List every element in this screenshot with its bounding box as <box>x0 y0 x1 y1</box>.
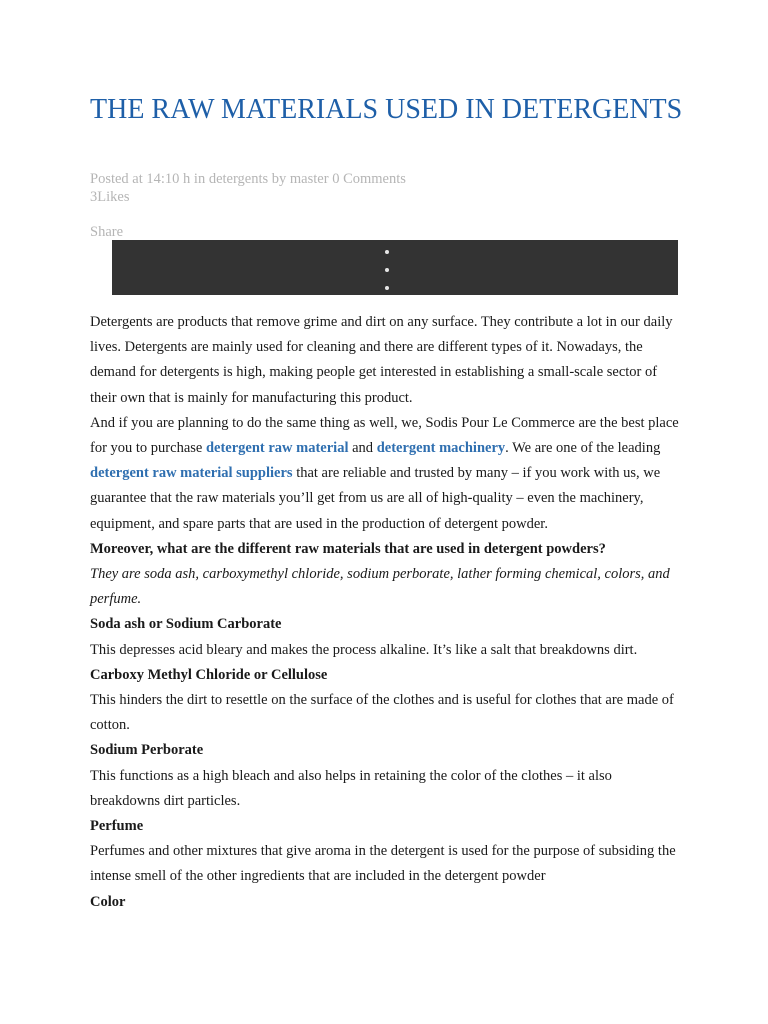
supplier-text-c: . We are one of the leading <box>505 440 661 457</box>
article-title: THE RAW MATERIALS USED IN DETERGENTS <box>90 94 683 125</box>
author-link[interactable]: master <box>289 171 329 187</box>
by-text: by <box>268 171 290 187</box>
in-text: in <box>190 171 209 187</box>
comments-link[interactable]: 0 Comments <box>332 171 406 187</box>
heading-color: Color <box>90 893 126 910</box>
question-heading: Moreover, what are the different raw materials that are used in detergent powders? <box>90 540 606 557</box>
category-link[interactable]: detergents <box>208 171 269 187</box>
dot <box>385 286 389 290</box>
intro-paragraph: Detergents are products that remove grime and dirt on any surface. They contribute a lot in our daily lives. Detergents are mainly used for cleaning and there are different types of it. Nowadays, the demand for detergents is high, making people get interested in establishing a small-scale sector of their own that is mainly for manufacturing this product. <box>90 314 673 406</box>
supplier-text-d: that are reliable and trusted by many – if you work with us, we guarantee that the raw materials you’ll get from us are all of high-quality – even the machinery, equipment, and spare parts that are used in the production of detergent powder. <box>90 465 661 532</box>
link-detergent-machinery[interactable]: detergent machinery <box>376 440 506 457</box>
article-body <box>90 310 680 915</box>
share-label[interactable]: Share <box>90 224 124 240</box>
supplier-paragraph <box>90 411 680 537</box>
answer-text: They are soda ash, carboxymethyl chloride, sodium perborate, lather forming chemical, colors, and perfume. <box>90 566 670 608</box>
dot <box>385 268 389 272</box>
heading-soda-ash: Soda ash or Sodium Carborate <box>90 616 282 633</box>
text-cmc: This hinders the dirt to resettle on the surface of the clothes and is useful for clothes that are made of cotton. <box>90 692 674 734</box>
likes-count[interactable]: 3Likes <box>90 189 130 205</box>
supplier-text-b: and <box>348 440 377 457</box>
link-raw-material-suppliers[interactable]: detergent raw material suppliers <box>90 465 293 482</box>
heading-sodium-perborate: Sodium Perborate <box>90 742 204 759</box>
link-detergent-raw-material[interactable]: detergent raw material <box>205 440 349 457</box>
heading-perfume: Perfume <box>90 818 144 835</box>
text-soda-ash: This depresses acid bleary and makes the process alkaline. It’s like a salt that breakdowns dirt. <box>90 641 638 658</box>
supplier-text-a: And if you are planning to do the same thing as well, we, Sodis Pour Le Commerce are the best place for you to purchase <box>90 414 679 457</box>
share-bar[interactable] <box>112 240 678 295</box>
post-meta <box>90 170 406 188</box>
text-sodium-perborate: This functions as a high bleach and also helps in retaining the color of the clothes – it also breakdowns dirt particles. <box>90 767 612 809</box>
heading-cmc: Carboxy Methyl Chloride or Cellulose <box>90 666 328 683</box>
more-vertical-icon[interactable] <box>383 248 391 290</box>
post-time: 14:10 h <box>146 171 191 187</box>
dot <box>385 250 389 254</box>
posted-prefix: Posted at <box>90 171 147 187</box>
text-perfume: Perfumes and other mixtures that give aroma in the detergent is used for the purpose of subsiding the intense smell of the other ingredients that are included in the detergent powder <box>90 843 676 885</box>
